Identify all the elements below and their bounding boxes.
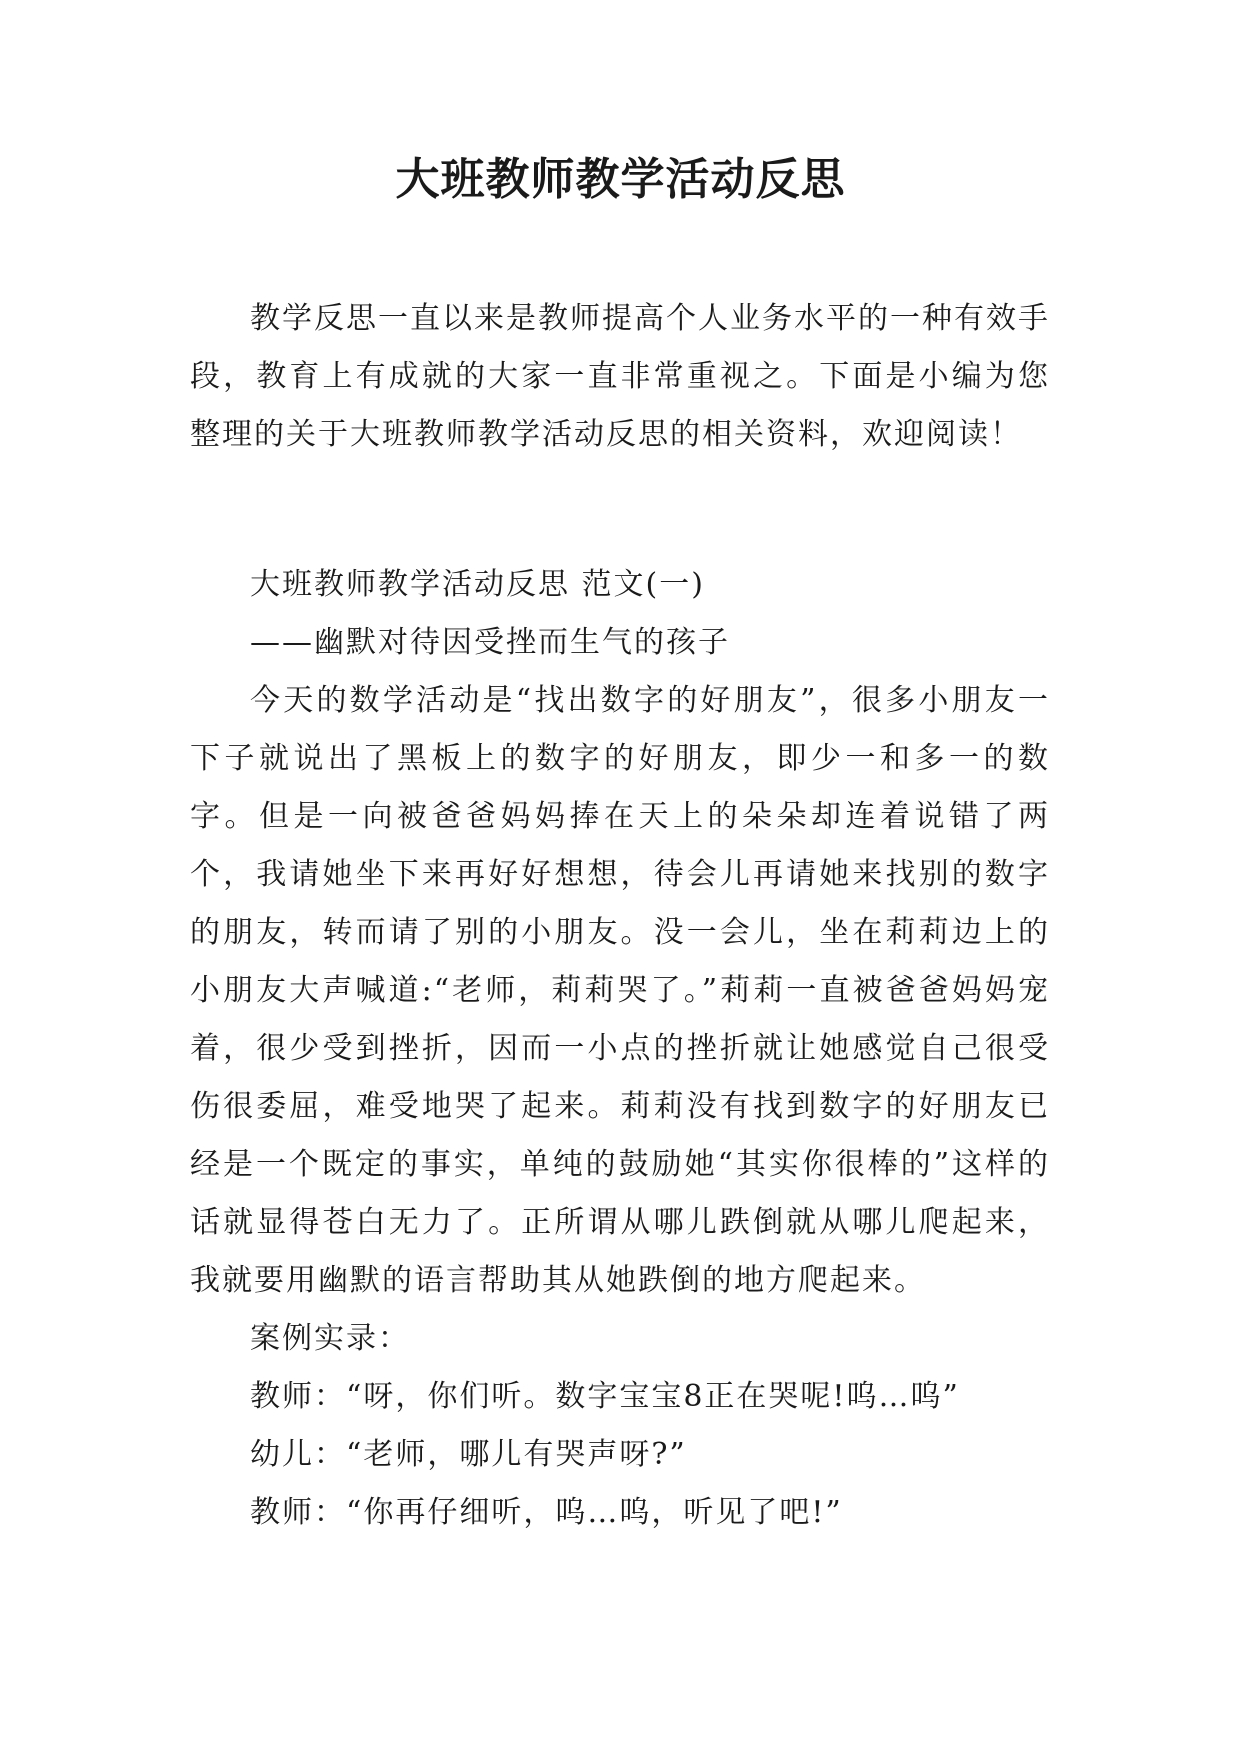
dialogue-line: 教师：“呀，你们听。数字宝宝8正在哭呢!呜…呜” — [250, 1379, 960, 1414]
section-gap — [190, 464, 1050, 556]
body-paragraph: 今天的数学活动是“找出数字的好朋友”，很多小朋友一下子就说出了黑板上的数字的好朋友，即少一和多一的数字。但是一向被爸爸妈妈捧在天上的朵朵却连着说错了两个，我请她坐下来再好好想想，待会儿再请她来找别的数字的朋友，转而请了别的小朋友。没一会儿，坐在莉莉边上的小朋友大声喊道:“老师，莉莉哭了。”莉莉一直被爸爸妈妈宠着，很少受到挫折，因而一小点的挫折就让她感觉自己很受伤很委屈，难受地哭了起来。莉莉没有找到数字的好朋友已经是一个既定的事实，单纯的鼓励她“其实你很棒的”这样的话就显得苍白无力了。正所谓从哪儿跌倒就从哪儿爬起来，我就要用幽默的语言帮助其从她跌倒的地方爬起来。 — [190, 683, 1050, 1298]
document-title: 大班教师教学活动反思 — [395, 154, 846, 205]
document-content — [190, 290, 1050, 1542]
case-label: 案例实录： — [250, 1321, 410, 1356]
section-subtitle: ——幽默对待因受挫而生气的孩子 — [250, 625, 730, 660]
section-title: 大班教师教学活动反思 范文(一) — [250, 567, 705, 602]
intro-paragraph: 教学反思一直以来是教师提高个人业务水平的一种有效手段，教育上有成就的大家一直非常重视之。下面是小编为您整理的关于大班教师教学活动反思的相关资料，欢迎阅读！ — [190, 301, 1050, 452]
dialogue-line: 教师：“你再仔细听，呜…呜，听见了吧!” — [250, 1495, 843, 1530]
dialogue-line: 幼儿：“老师，哪儿有哭声呀?” — [250, 1437, 687, 1472]
